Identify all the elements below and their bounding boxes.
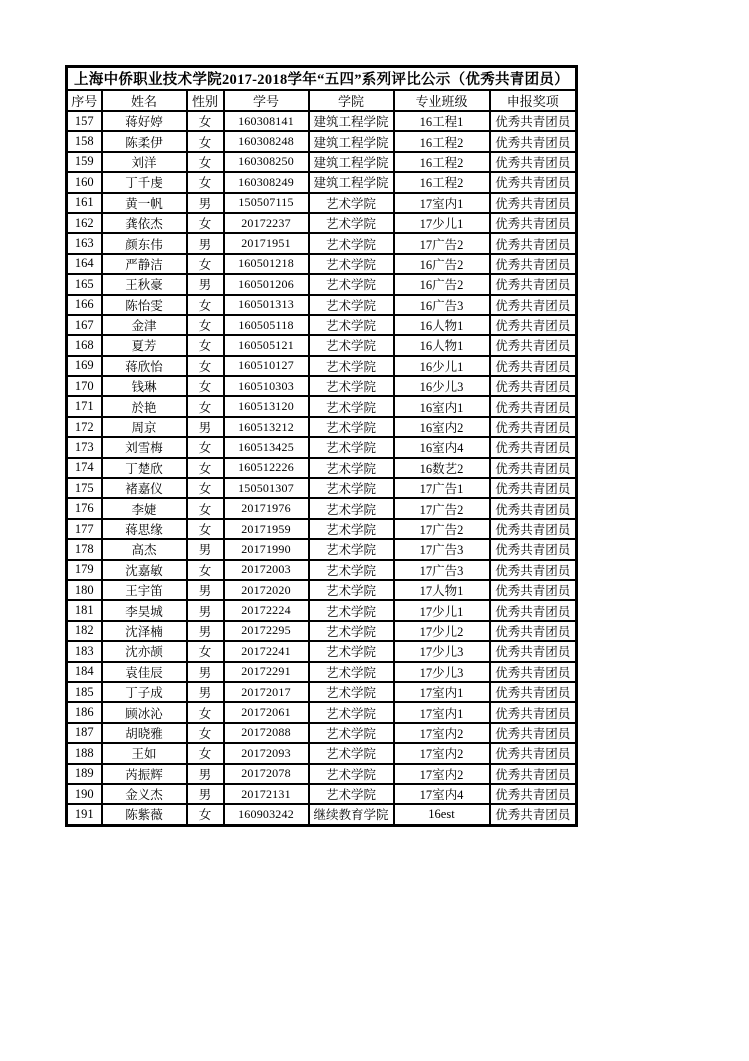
gender-cell: 女: [187, 743, 224, 763]
table-row: [67, 152, 577, 172]
index-cell: 169: [67, 356, 102, 376]
student-id-cell: 160505121: [224, 335, 309, 355]
college-cell: 艺术学院: [309, 213, 394, 233]
student-id-cell: 20171951: [224, 233, 309, 253]
award-cell: 优秀共青团员: [490, 152, 577, 172]
table-row: [67, 641, 577, 661]
student-id-cell: 20171976: [224, 498, 309, 518]
gender-cell: 女: [187, 295, 224, 315]
table-row: [67, 131, 577, 151]
index-cell: 172: [67, 417, 102, 437]
college-cell: 艺术学院: [309, 621, 394, 641]
award-cell: 优秀共青团员: [490, 539, 577, 559]
student-id-cell: 160513120: [224, 396, 309, 416]
name-cell: 李婕: [102, 498, 187, 518]
student-id-cell: 20172295: [224, 621, 309, 641]
index-cell: 179: [67, 560, 102, 580]
award-cell: 优秀共青团员: [490, 274, 577, 294]
name-cell: 丁子成: [102, 682, 187, 702]
college-cell: 艺术学院: [309, 437, 394, 457]
gender-cell: 女: [187, 702, 224, 722]
table-row: [67, 356, 577, 376]
gender-cell: 男: [187, 417, 224, 437]
class-cell: 17少儿3: [394, 641, 490, 661]
college-cell: 艺术学院: [309, 743, 394, 763]
table-row: [67, 213, 577, 233]
table-row: [67, 335, 577, 355]
gender-cell: 女: [187, 376, 224, 396]
student-id-cell: 160513425: [224, 437, 309, 457]
col-header-college: 学院: [309, 90, 394, 111]
student-id-cell: 20171959: [224, 519, 309, 539]
gender-cell: 男: [187, 662, 224, 682]
table-row: [67, 702, 577, 722]
class-cell: 17广告1: [394, 478, 490, 498]
student-id-cell: 160513212: [224, 417, 309, 437]
class-cell: 17少儿1: [394, 213, 490, 233]
name-cell: 芮振辉: [102, 764, 187, 784]
student-id-cell: 20172237: [224, 213, 309, 233]
student-id-cell: 160501206: [224, 274, 309, 294]
index-cell: 160: [67, 172, 102, 192]
student-id-cell: 20171990: [224, 539, 309, 559]
student-id-cell: 160512226: [224, 458, 309, 478]
gender-cell: 女: [187, 254, 224, 274]
class-cell: 17少儿1: [394, 600, 490, 620]
gender-cell: 女: [187, 519, 224, 539]
college-cell: 艺术学院: [309, 254, 394, 274]
class-cell: 16人物1: [394, 315, 490, 335]
college-cell: 艺术学院: [309, 356, 394, 376]
gender-cell: 女: [187, 641, 224, 661]
index-cell: 186: [67, 702, 102, 722]
gender-cell: 女: [187, 804, 224, 825]
award-cell: 优秀共青团员: [490, 356, 577, 376]
student-id-cell: 150507115: [224, 193, 309, 213]
gender-cell: 男: [187, 274, 224, 294]
college-cell: 建筑工程学院: [309, 152, 394, 172]
college-cell: 艺术学院: [309, 723, 394, 743]
award-cell: 优秀共青团员: [490, 662, 577, 682]
gender-cell: 女: [187, 152, 224, 172]
class-cell: 16数艺2: [394, 458, 490, 478]
index-cell: 182: [67, 621, 102, 641]
class-cell: 16人物1: [394, 335, 490, 355]
table-row: [67, 723, 577, 743]
award-cell: 优秀共青团员: [490, 702, 577, 722]
table-row: [67, 111, 577, 131]
table-title: 上海中侨职业技术学院2017-2018学年“五四”系列评比公示（优秀共青团员）: [67, 67, 577, 91]
college-cell: 艺术学院: [309, 335, 394, 355]
name-cell: 李昊城: [102, 600, 187, 620]
student-id-cell: 160308141: [224, 111, 309, 131]
college-cell: 艺术学院: [309, 539, 394, 559]
student-id-cell: 160903242: [224, 804, 309, 825]
award-cell: 优秀共青团员: [490, 254, 577, 274]
class-cell: 16室内1: [394, 396, 490, 416]
name-cell: 刘洋: [102, 152, 187, 172]
name-cell: 王如: [102, 743, 187, 763]
name-cell: 钱琳: [102, 376, 187, 396]
class-cell: 16工程2: [394, 131, 490, 151]
college-cell: 建筑工程学院: [309, 111, 394, 131]
index-cell: 163: [67, 233, 102, 253]
gender-cell: 男: [187, 233, 224, 253]
index-cell: 185: [67, 682, 102, 702]
col-header-award: 申报奖项: [490, 90, 577, 111]
table-header-row: [67, 90, 577, 111]
student-id-cell: 20172093: [224, 743, 309, 763]
name-cell: 胡晓雅: [102, 723, 187, 743]
name-cell: 袁佳辰: [102, 662, 187, 682]
table-row: [67, 539, 577, 559]
index-cell: 188: [67, 743, 102, 763]
class-cell: 16少儿1: [394, 356, 490, 376]
student-id-cell: 160308248: [224, 131, 309, 151]
name-cell: 颜东伟: [102, 233, 187, 253]
award-cell: 优秀共青团员: [490, 193, 577, 213]
college-cell: 艺术学院: [309, 519, 394, 539]
college-cell: 艺术学院: [309, 478, 394, 498]
table-row: [67, 458, 577, 478]
name-cell: 於艳: [102, 396, 187, 416]
college-cell: 艺术学院: [309, 580, 394, 600]
index-cell: 159: [67, 152, 102, 172]
name-cell: 王秋豪: [102, 274, 187, 294]
index-cell: 181: [67, 600, 102, 620]
name-cell: 周京: [102, 417, 187, 437]
college-cell: 艺术学院: [309, 682, 394, 702]
class-cell: 17广告2: [394, 233, 490, 253]
class-cell: 16工程2: [394, 172, 490, 192]
table-row: [67, 784, 577, 804]
name-cell: 龚依杰: [102, 213, 187, 233]
class-cell: 16少儿3: [394, 376, 490, 396]
index-cell: 162: [67, 213, 102, 233]
gender-cell: 女: [187, 111, 224, 131]
class-cell: 17室内2: [394, 764, 490, 784]
college-cell: 艺术学院: [309, 396, 394, 416]
name-cell: 王宇笛: [102, 580, 187, 600]
award-cell: 优秀共青团员: [490, 233, 577, 253]
student-id-cell: 20172061: [224, 702, 309, 722]
name-cell: 黄一帆: [102, 193, 187, 213]
award-cell: 优秀共青团员: [490, 213, 577, 233]
index-cell: 191: [67, 804, 102, 825]
award-cell: 优秀共青团员: [490, 437, 577, 457]
index-cell: 176: [67, 498, 102, 518]
class-cell: 17室内1: [394, 682, 490, 702]
class-cell: 16广告2: [394, 254, 490, 274]
table-row: [67, 560, 577, 580]
col-header-student-id: 学号: [224, 90, 309, 111]
award-cell: 优秀共青团员: [490, 560, 577, 580]
table-row: [67, 172, 577, 192]
college-cell: 艺术学院: [309, 458, 394, 478]
name-cell: 沈嘉敏: [102, 560, 187, 580]
table-row: [67, 295, 577, 315]
class-cell: 17室内4: [394, 784, 490, 804]
class-cell: 17少儿2: [394, 621, 490, 641]
student-id-cell: 20172224: [224, 600, 309, 620]
table-row: [67, 621, 577, 641]
name-cell: 严静洁: [102, 254, 187, 274]
gender-cell: 女: [187, 356, 224, 376]
award-cell: 优秀共青团员: [490, 723, 577, 743]
col-header-name: 姓名: [102, 90, 187, 111]
student-id-cell: 20172088: [224, 723, 309, 743]
index-cell: 164: [67, 254, 102, 274]
college-cell: 艺术学院: [309, 274, 394, 294]
student-id-cell: 160505118: [224, 315, 309, 335]
index-cell: 171: [67, 396, 102, 416]
gender-cell: 女: [187, 315, 224, 335]
name-cell: 沈泽楠: [102, 621, 187, 641]
award-cell: 优秀共青团员: [490, 743, 577, 763]
index-cell: 168: [67, 335, 102, 355]
class-cell: 17广告2: [394, 519, 490, 539]
index-cell: 166: [67, 295, 102, 315]
gender-cell: 男: [187, 539, 224, 559]
name-cell: 丁千虔: [102, 172, 187, 192]
col-header-gender: 性别: [187, 90, 224, 111]
award-cell: 优秀共青团员: [490, 376, 577, 396]
student-id-cell: 20172078: [224, 764, 309, 784]
student-id-cell: 160510303: [224, 376, 309, 396]
table-row: [67, 682, 577, 702]
col-header-major-class: 专业班级: [394, 90, 490, 111]
award-cell: 优秀共青团员: [490, 804, 577, 825]
class-cell: 17室内1: [394, 193, 490, 213]
college-cell: 建筑工程学院: [309, 131, 394, 151]
class-cell: 17室内1: [394, 702, 490, 722]
class-cell: 16est: [394, 804, 490, 825]
index-cell: 174: [67, 458, 102, 478]
college-cell: 艺术学院: [309, 315, 394, 335]
table-row: [67, 804, 577, 825]
award-cell: 优秀共青团员: [490, 580, 577, 600]
award-cell: 优秀共青团员: [490, 498, 577, 518]
table-row: [67, 396, 577, 416]
index-cell: 190: [67, 784, 102, 804]
gender-cell: 男: [187, 621, 224, 641]
gender-cell: 男: [187, 580, 224, 600]
gender-cell: 女: [187, 458, 224, 478]
table-row: [67, 498, 577, 518]
gender-cell: 女: [187, 478, 224, 498]
student-id-cell: 160501313: [224, 295, 309, 315]
name-cell: 褚嘉仪: [102, 478, 187, 498]
class-cell: 16广告2: [394, 274, 490, 294]
index-cell: 175: [67, 478, 102, 498]
gender-cell: 男: [187, 682, 224, 702]
award-cell: 优秀共青团员: [490, 111, 577, 131]
table-row: [67, 417, 577, 437]
name-cell: 沈亦颉: [102, 641, 187, 661]
gender-cell: 女: [187, 172, 224, 192]
college-cell: 艺术学院: [309, 560, 394, 580]
class-cell: 17室内2: [394, 723, 490, 743]
class-cell: 16广告3: [394, 295, 490, 315]
class-cell: 17广告2: [394, 498, 490, 518]
class-cell: 16工程1: [394, 111, 490, 131]
table-row: [67, 764, 577, 784]
index-cell: 184: [67, 662, 102, 682]
award-cell: 优秀共青团员: [490, 519, 577, 539]
award-cell: 优秀共青团员: [490, 682, 577, 702]
class-cell: 16工程2: [394, 152, 490, 172]
name-cell: 陈柔伊: [102, 131, 187, 151]
index-cell: 173: [67, 437, 102, 457]
table-row: [67, 519, 577, 539]
student-id-cell: 160510127: [224, 356, 309, 376]
class-cell: 17人物1: [394, 580, 490, 600]
class-cell: 16室内2: [394, 417, 490, 437]
class-cell: 17广告3: [394, 560, 490, 580]
college-cell: 艺术学院: [309, 233, 394, 253]
award-cell: 优秀共青团员: [490, 784, 577, 804]
class-cell: 17少儿3: [394, 662, 490, 682]
college-cell: 艺术学院: [309, 376, 394, 396]
gender-cell: 女: [187, 560, 224, 580]
gender-cell: 女: [187, 131, 224, 151]
name-cell: 金义杰: [102, 784, 187, 804]
table-row: [67, 193, 577, 213]
class-cell: 17室内2: [394, 743, 490, 763]
table-row: [67, 743, 577, 763]
index-cell: 157: [67, 111, 102, 131]
table-row: [67, 580, 577, 600]
award-cell: 优秀共青团员: [490, 131, 577, 151]
college-cell: 艺术学院: [309, 641, 394, 661]
name-cell: 蒋欣怡: [102, 356, 187, 376]
award-cell: 优秀共青团员: [490, 172, 577, 192]
gender-cell: 男: [187, 784, 224, 804]
college-cell: 建筑工程学院: [309, 172, 394, 192]
award-cell: 优秀共青团员: [490, 478, 577, 498]
index-cell: 189: [67, 764, 102, 784]
name-cell: 刘雪梅: [102, 437, 187, 457]
student-id-cell: 150501307: [224, 478, 309, 498]
student-id-cell: 20172003: [224, 560, 309, 580]
student-id-cell: 160308250: [224, 152, 309, 172]
name-cell: 顾冰沁: [102, 702, 187, 722]
award-cell: 优秀共青团员: [490, 600, 577, 620]
col-header-index: 序号: [67, 90, 102, 111]
table-row: [67, 437, 577, 457]
award-cell: 优秀共青团员: [490, 417, 577, 437]
college-cell: 艺术学院: [309, 417, 394, 437]
college-cell: 艺术学院: [309, 600, 394, 620]
table-row: [67, 274, 577, 294]
class-cell: 17广告3: [394, 539, 490, 559]
name-cell: 蒋好婷: [102, 111, 187, 131]
index-cell: 183: [67, 641, 102, 661]
gender-cell: 男: [187, 764, 224, 784]
college-cell: 艺术学院: [309, 662, 394, 682]
college-cell: 艺术学院: [309, 764, 394, 784]
index-cell: 177: [67, 519, 102, 539]
table-title-row: [67, 67, 577, 91]
table-body: [67, 111, 577, 825]
index-cell: 187: [67, 723, 102, 743]
index-cell: 170: [67, 376, 102, 396]
college-cell: 艺术学院: [309, 498, 394, 518]
award-notice-table: [65, 65, 578, 827]
gender-cell: 女: [187, 396, 224, 416]
college-cell: 艺术学院: [309, 295, 394, 315]
table-row: [67, 478, 577, 498]
gender-cell: 男: [187, 193, 224, 213]
student-id-cell: 20172131: [224, 784, 309, 804]
award-cell: 优秀共青团员: [490, 621, 577, 641]
class-cell: 16室内4: [394, 437, 490, 457]
gender-cell: 女: [187, 335, 224, 355]
award-cell: 优秀共青团员: [490, 396, 577, 416]
college-cell: 艺术学院: [309, 702, 394, 722]
table-row: [67, 376, 577, 396]
table-row: [67, 315, 577, 335]
index-cell: 161: [67, 193, 102, 213]
gender-cell: 女: [187, 213, 224, 233]
index-cell: 167: [67, 315, 102, 335]
table-row: [67, 254, 577, 274]
name-cell: 高杰: [102, 539, 187, 559]
name-cell: 陈紫薇: [102, 804, 187, 825]
student-id-cell: 160501218: [224, 254, 309, 274]
gender-cell: 女: [187, 437, 224, 457]
college-cell: 继续教育学院: [309, 804, 394, 825]
name-cell: 丁楚欣: [102, 458, 187, 478]
index-cell: 165: [67, 274, 102, 294]
student-id-cell: 160308249: [224, 172, 309, 192]
name-cell: 陈怡雯: [102, 295, 187, 315]
name-cell: 蒋思缘: [102, 519, 187, 539]
index-cell: 180: [67, 580, 102, 600]
college-cell: 艺术学院: [309, 784, 394, 804]
award-cell: 优秀共青团员: [490, 335, 577, 355]
index-cell: 178: [67, 539, 102, 559]
student-id-cell: 20172241: [224, 641, 309, 661]
student-id-cell: 20172291: [224, 662, 309, 682]
college-cell: 艺术学院: [309, 193, 394, 213]
student-id-cell: 20172017: [224, 682, 309, 702]
index-cell: 158: [67, 131, 102, 151]
table-row: [67, 662, 577, 682]
award-cell: 优秀共青团员: [490, 458, 577, 478]
award-cell: 优秀共青团员: [490, 295, 577, 315]
award-cell: 优秀共青团员: [490, 641, 577, 661]
gender-cell: 女: [187, 723, 224, 743]
award-cell: 优秀共青团员: [490, 764, 577, 784]
award-cell: 优秀共青团员: [490, 315, 577, 335]
table-row: [67, 600, 577, 620]
name-cell: 金津: [102, 315, 187, 335]
gender-cell: 男: [187, 600, 224, 620]
name-cell: 夏芳: [102, 335, 187, 355]
table-row: [67, 233, 577, 253]
gender-cell: 女: [187, 498, 224, 518]
student-id-cell: 20172020: [224, 580, 309, 600]
